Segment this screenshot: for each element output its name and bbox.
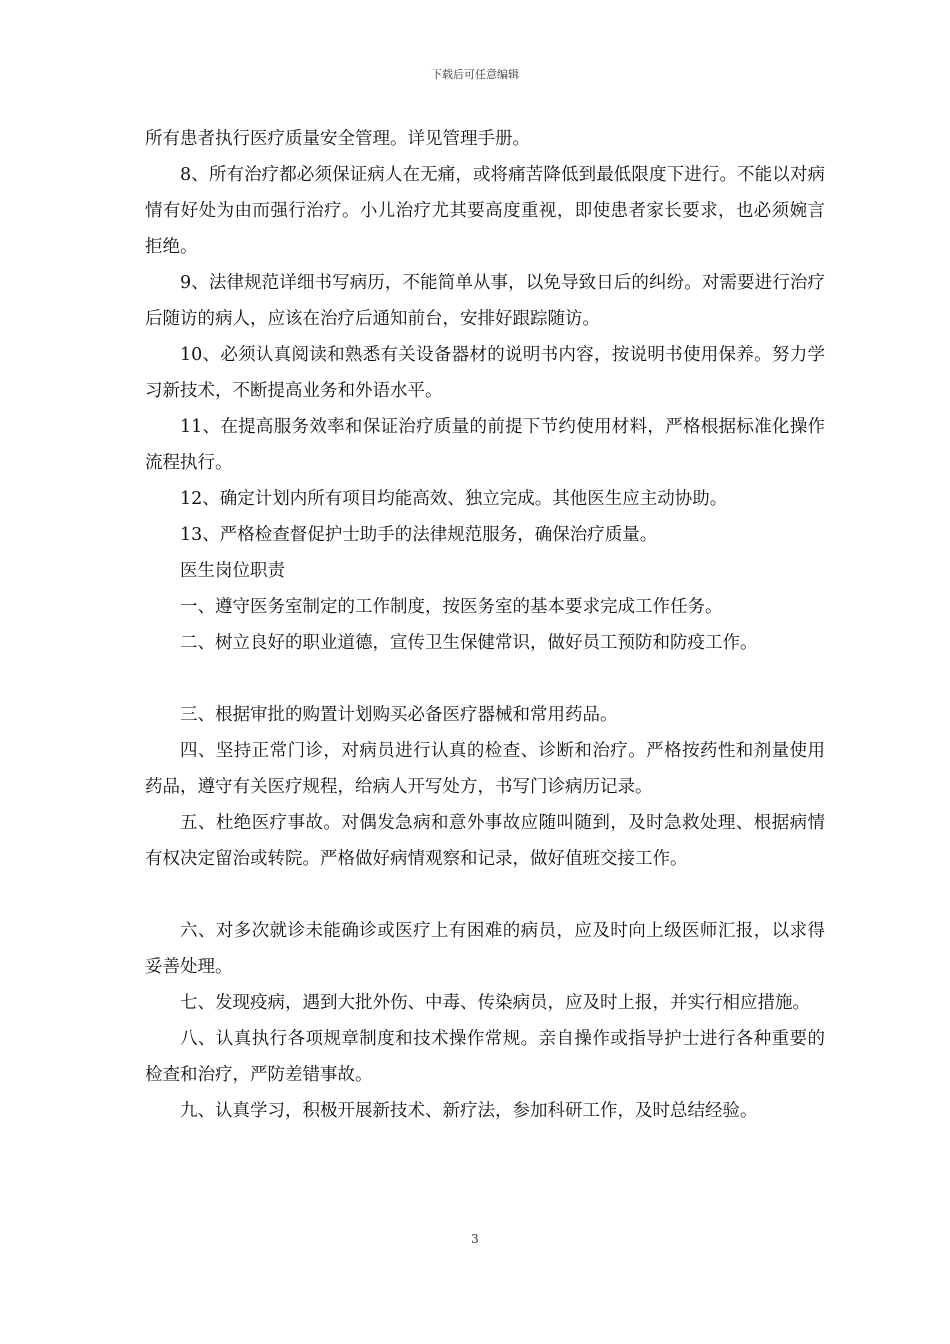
- document-body: [145, 121, 825, 1129]
- section-heading: 医生岗位职责: [180, 561, 285, 581]
- page-number: 3: [471, 1232, 479, 1246]
- paragraph: 九、认真学习，积极开展新技术、新疗法，参加科研工作，及时总结经验。: [180, 1101, 758, 1121]
- paragraph: 一、遵守医务室制定的工作制度，按医务室的基本要求完成工作任务。: [180, 597, 723, 617]
- paragraph: 10、必须认真阅读和熟悉有关设备器材的说明书内容，按说明书使用保养。努力学习新技术，不断提高业务和外语水平。: [145, 345, 825, 401]
- page-header: 下载后可任意编辑: [431, 68, 519, 81]
- paragraph: 五、杜绝医疗事故。对偶发急病和意外事故应随叫随到，及时急救处理、根据病情有权决定留治或转院。严格做好病情观察和记录，做好值班交接工作。: [145, 813, 825, 869]
- paragraph: 七、发现疫病，遇到大批外伤、中毒、传染病员，应及时上报，并实行相应措施。: [180, 993, 810, 1013]
- paragraph: 11、在提高服务效率和保证治疗质量的前提下节约使用材料，严格根据标准化操作流程执行。: [145, 417, 825, 473]
- paragraph: 二、树立良好的职业道德，宣传卫生保健常识，做好员工预防和防疫工作。: [180, 633, 758, 653]
- paragraph: 8、所有治疗都必须保证病人在无痛，或将痛苦降低到最低限度下进行。不能以对病情有好处为由而强行治疗。小儿治疗尤其要高度重视，即使患者家长要求，也必须婉言拒绝。: [145, 165, 825, 257]
- paragraph: 四、坚持正常门诊，对病员进行认真的检查、诊断和治疗。严格按药性和剂量使用药品，遵守有关医疗规程，给病人开写处方，书写门诊病历记录。: [145, 741, 825, 797]
- paragraph: 13、严格检查督促护士助手的法律规范服务，确保治疗质量。: [180, 525, 658, 545]
- paragraph: 八、认真执行各项规章制度和技术操作常规。亲自操作或指导护士进行各种重要的检查和治疗，严防差错事故。: [145, 1029, 825, 1085]
- paragraph: 六、对多次就诊未能确诊或医疗上有困难的病员，应及时向上级医师汇报，以求得妥善处理。: [145, 921, 825, 977]
- paragraph: 所有患者执行医疗质量安全管理。详见管理手册。: [145, 129, 530, 149]
- paragraph: 9、法律规范详细书写病历，不能简单从事，以免导致日后的纠纷。对需要进行治疗后随访的病人，应该在治疗后通知前台，安排好跟踪随访。: [145, 273, 825, 329]
- paragraph: 12、确定计划内所有项目均能高效、独立完成。其他医生应主动协助。: [180, 489, 728, 509]
- paragraph: 三、根据审批的购置计划购买必备医疗器械和常用药品。: [180, 705, 618, 725]
